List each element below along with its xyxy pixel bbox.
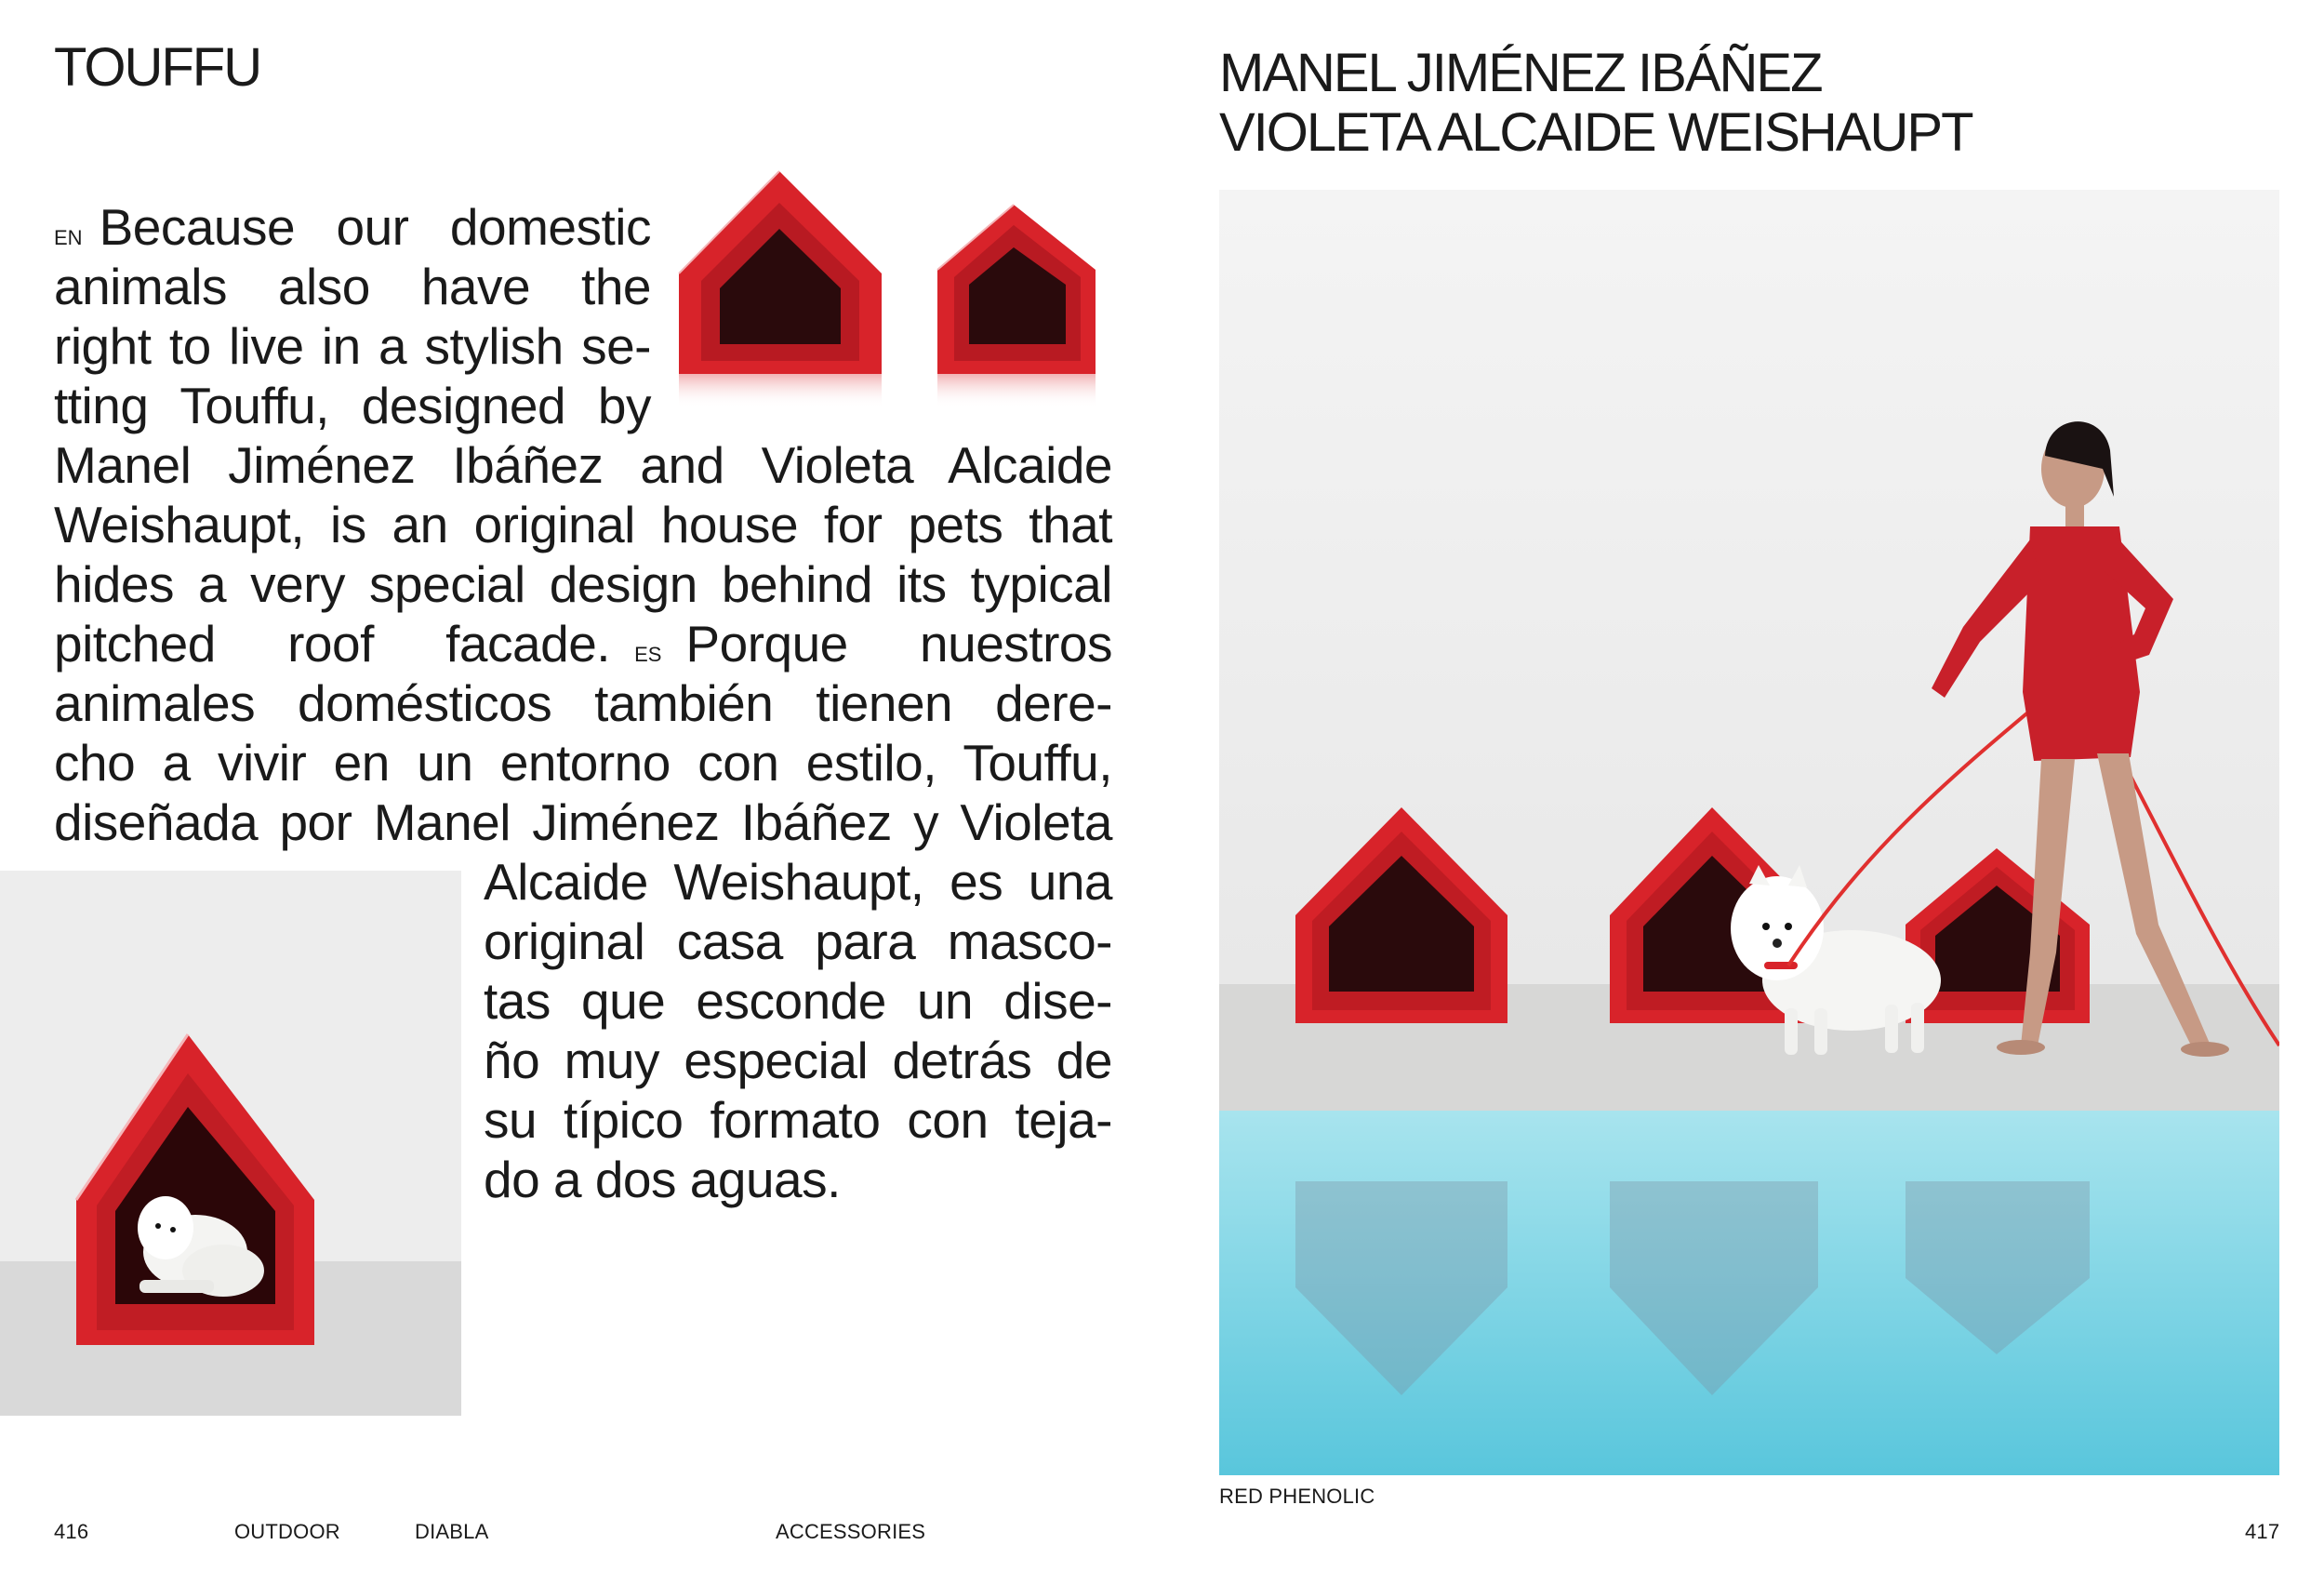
- dog-house-large: [679, 171, 882, 407]
- photo-dog-in-house: [0, 871, 461, 1416]
- body-text-line: animals also have the: [54, 258, 651, 315]
- body-text-line: EN Because our domestic: [54, 198, 651, 256]
- body-text-line: Weishaupt, is an original house for pets that: [54, 496, 1112, 553]
- body-text-line: Manel Jiménez Ibáñez and Violeta Alcaide: [54, 436, 1112, 494]
- footer-section: OUTDOOR: [234, 1520, 340, 1543]
- body-text-line: Alcaide Weishaupt, es una: [484, 853, 1112, 911]
- body-text-line: diseñada por Manel Jiménez Ibáñez y Violeta: [54, 793, 1112, 851]
- body-text-line: pitched roof facade. ES Porque nuestros: [54, 615, 1112, 673]
- body-text-line: do a dos aguas.: [484, 1151, 841, 1208]
- designer-name-1: MANEL JIMÉNEZ IBÁÑEZ: [1219, 43, 1822, 103]
- body-text-line: ño muy especial detrás de: [484, 1032, 1112, 1089]
- page-number-left: 416: [54, 1520, 89, 1543]
- language-tag-en: EN: [54, 226, 83, 249]
- body-text-line: hides a very special design behind its typical: [54, 555, 1112, 613]
- page-title: TOUFFU: [54, 37, 261, 98]
- main-photo-woman-dog-pool: [1219, 190, 2279, 1475]
- body-text-line: tting Touffu, designed by: [54, 377, 651, 434]
- language-tag-es: ES: [634, 643, 662, 666]
- body-text-line: original casa para masco-: [484, 912, 1112, 970]
- photo-caption: RED PHENOLIC: [1219, 1485, 1375, 1508]
- body-text-line: animales domésticos también tienen dere-: [54, 674, 1112, 732]
- body-text-line: cho a vivir en un entorno con estilo, Touffu,: [54, 734, 1112, 792]
- page-number-right: 417: [2245, 1520, 2280, 1543]
- footer-brand: DIABLA: [415, 1520, 489, 1543]
- designer-name-2: VIOLETA ALCAIDE WEISHAUPT: [1219, 102, 1972, 163]
- body-text-line: right to live in a stylish se-: [54, 317, 651, 375]
- body-text-line: su típico formato con teja-: [484, 1091, 1112, 1149]
- product-photo-dog-houses: [675, 167, 1120, 419]
- dog-house-small: [937, 205, 1096, 407]
- body-text-line: tas que esconde un dise-: [484, 972, 1112, 1030]
- footer-category: ACCESSORIES: [776, 1520, 926, 1543]
